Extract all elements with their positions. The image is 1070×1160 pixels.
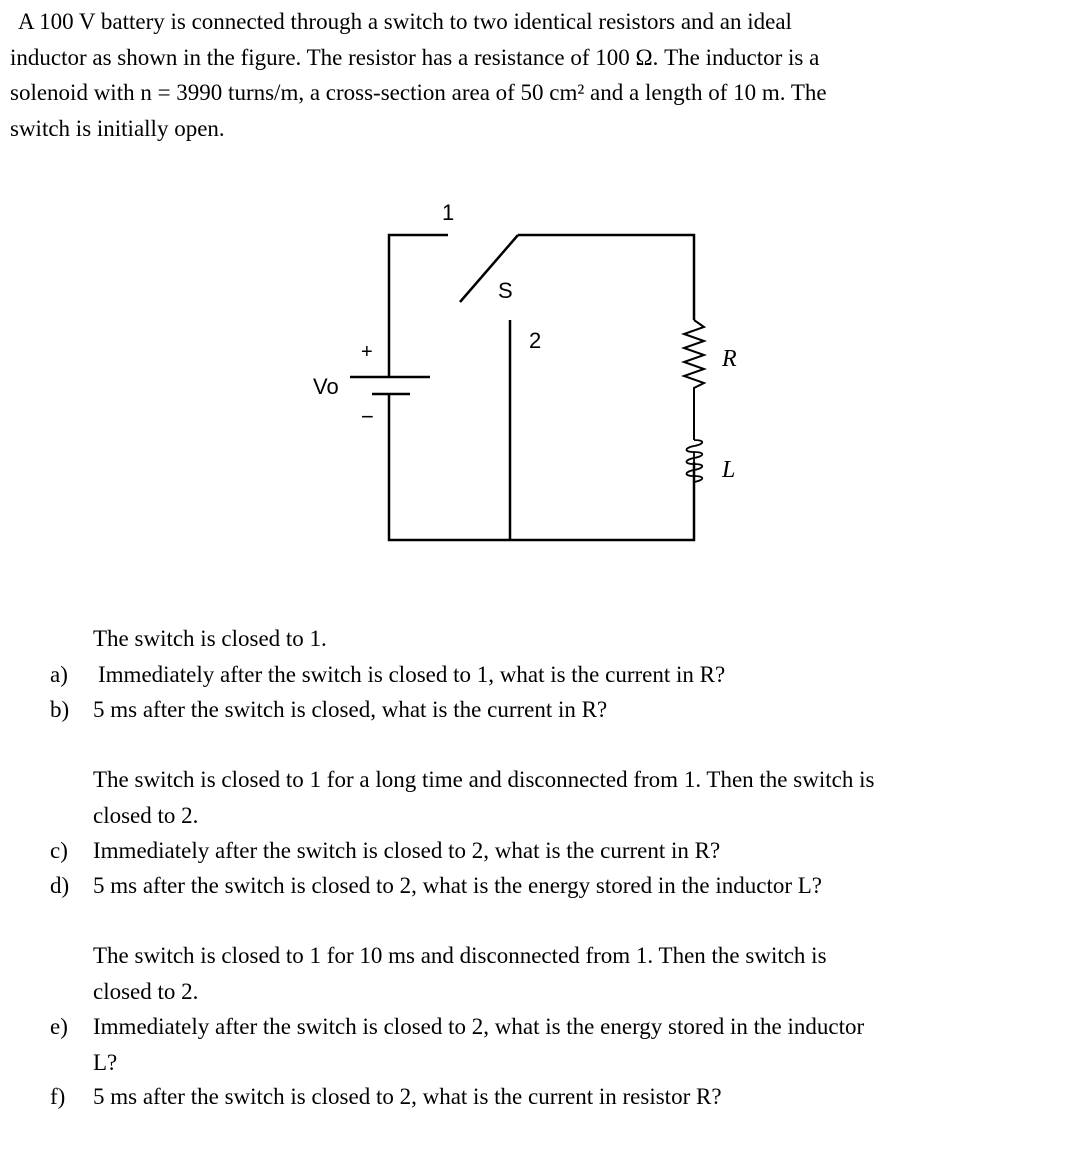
- question-a-label: a): [50, 662, 68, 687]
- question-e-label: e): [50, 1014, 68, 1039]
- battery-label: Vo: [313, 374, 339, 399]
- question-d-text: 5 ms after the switch is closed to 2, what is the energy stored in the inductor L?: [93, 873, 823, 898]
- battery-plus-label: +: [361, 341, 373, 363]
- question-b-label: b): [50, 697, 70, 722]
- intro-line-2: inductor as shown in the figure. The resistor has a resistance of 100 Ω. The inductor is a: [10, 44, 820, 70]
- part1-intro: The switch is closed to 1.: [93, 626, 327, 651]
- question-d-label: d): [50, 873, 70, 898]
- question-f: [50, 1079, 1000, 1115]
- part3-intro-line-2: closed to 2.: [93, 978, 199, 1004]
- part2-intro-line-1: The switch is closed to 1 for a long time and disconnected from 1. Then the switch is: [93, 767, 875, 792]
- wire-switch-to-resistor: [518, 235, 694, 320]
- wire-terminal1-to-battery: [389, 235, 448, 376]
- resistor-symbol: [684, 320, 704, 440]
- question-c-text: Immediately after the switch is closed to 2, what is the current in R?: [93, 838, 721, 863]
- terminal-2-label: 2: [529, 328, 542, 353]
- resistor-label: R: [722, 346, 737, 372]
- intro-line-4: switch is initially open.: [10, 115, 225, 141]
- circuit-wires: [389, 235, 694, 540]
- circuit-diagram: [0, 180, 1070, 580]
- inductor-symbol: [687, 440, 703, 482]
- question-c: [50, 833, 1000, 869]
- question-f-text: 5 ms after the switch is closed to 2, what is the current in resistor R?: [93, 1084, 722, 1109]
- part2-intro-line-2: closed to 2.: [93, 802, 199, 828]
- question-f-label: f): [50, 1084, 66, 1109]
- battery-minus-label: −: [361, 404, 374, 429]
- question-b: [50, 692, 1000, 728]
- switch-label: S: [498, 278, 513, 303]
- question-c-label: c): [50, 838, 68, 863]
- intro-line-1: A 100 V battery is connected through a switch to two identical resistors and an ideal: [18, 9, 792, 34]
- question-d: [50, 868, 1000, 904]
- question-b-text: 5 ms after the switch is closed, what is the current in R?: [93, 697, 608, 722]
- question-a: [50, 657, 1000, 693]
- part2-intro: [93, 762, 1023, 833]
- part3-intro-line-1: The switch is closed to 1 for 10 ms and disconnected from 1. Then the switch is: [93, 943, 827, 968]
- problem-statement: [10, 4, 1010, 146]
- question-a-text: Immediately after the switch is closed to 1, what is the current in R?: [98, 662, 726, 687]
- inductor-label: L: [722, 457, 736, 483]
- question-e: [50, 1009, 1000, 1080]
- terminal-1-label: 1: [442, 200, 455, 225]
- question-e-text: Immediately after the switch is closed to 2, what is the energy stored in the inductor: [93, 1014, 865, 1039]
- part3-intro: [93, 938, 1023, 1009]
- battery: [350, 377, 430, 394]
- question-e-continuation: L?: [93, 1049, 118, 1075]
- intro-line-3: solenoid with n = 3990 turns/m, a cross-section area of 50 cm² and a length of 10 m. The: [10, 80, 827, 105]
- wire-battery-to-bottom: [389, 394, 694, 540]
